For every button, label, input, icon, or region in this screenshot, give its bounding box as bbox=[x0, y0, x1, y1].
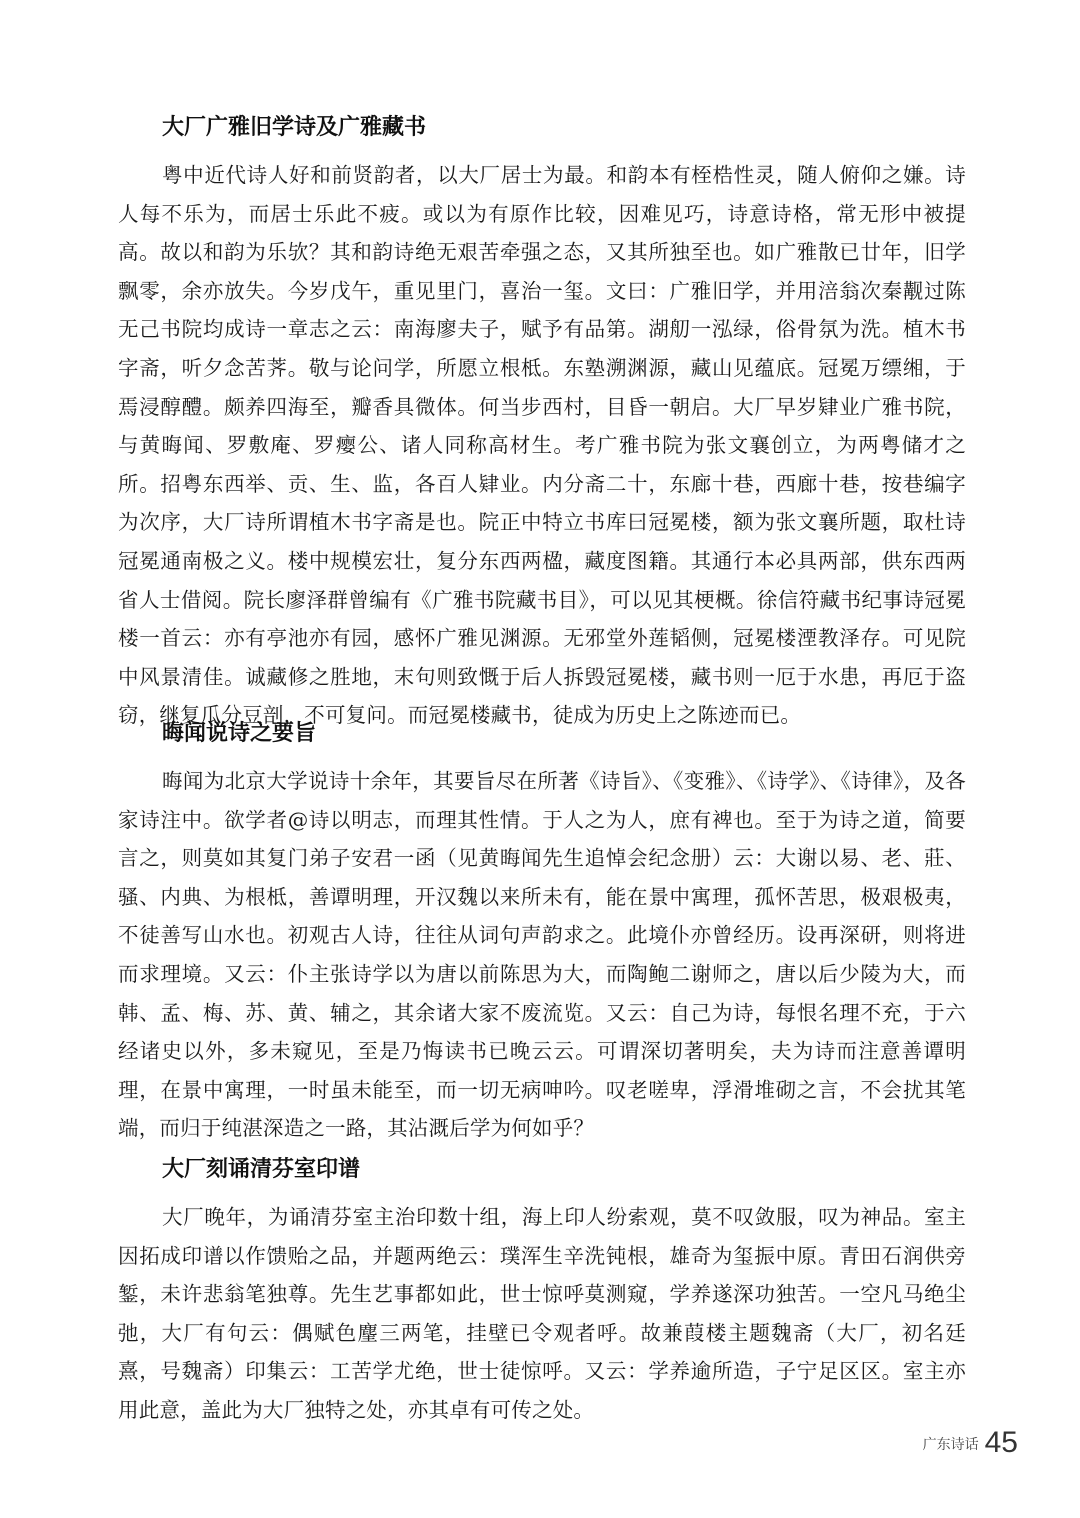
page-number: 45 bbox=[984, 1426, 1018, 1459]
section-title: 晦闻说诗之要旨 bbox=[162, 721, 317, 746]
article-section-2 bbox=[118, 720, 966, 1148]
section-body: 晦闻为北京大学说诗十余年，其要旨尽在所著《诗旨》、《变雅》、《诗学》、《诗律》，及各家诗注中。欲学者@诗以明志，而理其性情。于人之为人，庶有裨也。至于为诗之道，简要言之，则莫如其复门弟子安君一函（见黄晦闻先生追悼会纪念册）云：大谢以易、老、莊、骚、内典、为根柢，善谭明理，开汉魏以来所未有，能在景中寓理，孤怀苦思，极艰极夷，不徒善写山水也。初观古人诗，往往从词句声韵求之。此境仆亦曾经历。设再深研，则将进而求理境。又云：仆主张诗学以为唐以前陈思为大，而陶鲍二谢师之，唐以后少陵为大，而韩、孟、梅、苏、黄、辅之，其余诸大家不废流览。又云：自己为诗，每恨名理不充，于六经诸史以外，多未窥见，至是乃悔读书已晚云云。可谓深切著明矣，夫为诗而注意善谭明理，在景中寓理，一时虽未能至，而一切无病呻吟。叹老嗟卑，浮滑堆砌之言，不会扰其笔端，而归于纯湛深造之一路，其沾溉后学为何如乎？ bbox=[118, 769, 966, 1141]
article-section-3 bbox=[118, 1156, 966, 1430]
section-title: 大厂广雅旧学诗及广雅藏书 bbox=[162, 115, 427, 140]
section-body: 粤中近代诗人好和前贤韵者，以大厂居士为最。和韵本有桎梏性灵，随人俯仰之嫌。诗人每不乐为，而居士乐此不疲。或以为有原作比较，因难见巧，诗意诗格，常无形中被提高。故以和韵为乐欤？其和韵诗绝无艰苦牵强之态，又其所独至也。如广雅散已廿年，旧学飘零，余亦放失。今岁戊午，重见里门，喜治一玺。文曰：广雅旧学，并用涪翁次秦觏过陈无己书院均成诗一章志之云：南海廖夫子，赋予有品第。湖舠一泓绿，俗骨氛为洗。植木书字斋，听夕念苦荠。敬与论问学，所愿立根柢。东塾溯渊源，藏山见蕴底。冠冕万缥缃，于焉浸醇醴。颇养四海至，瓣香具微体。何当步西村，目昏一朝启。大厂早岁肄业广雅书院，与黄晦闻、罗敷庵、罗瘿公、诸人同称高材生。考广雅书院为张文襄创立，为两粤储才之所。招粤东西举、贡、生、监，各百人肄业。内分斋二十，东廊十巷，西廊十巷，按巷编字为次序，大厂诗所谓植木书字斋是也。院正中特立书库曰冠冕楼，额为张文襄所题，取杜诗冠冕通南极之义。楼中规模宏壮，复分东西两楹，藏度图籍。其通行本必具两部，供东西两省人士借阅。院长廖泽群曾编有《广雅书院藏书目》，可以见其梗概。徐信符藏书纪事诗冠冕楼一首云：亦有亭池亦有园，感怀广雅见渊源。无邪堂外莲韬侧，冠冕楼湮教泽存。可见院中风景清佳。诚藏修之胜地，末句则致慨于后人拆毁冠冕楼，藏书则一厄于水患，再厄于盗窃，继复瓜分豆剖，不可复问。而冠冕楼藏书，徒成为历史上之陈迹而已。 bbox=[118, 163, 966, 728]
section-title: 大厂刻诵清芬室印谱 bbox=[162, 1157, 361, 1182]
page-footer bbox=[923, 1428, 1018, 1458]
section-body: 大厂晚年，为诵清芬室主治印数十组，海上印人纷索观，莫不叹敛服，叹为神品。室主因拓成印谱以作馈贻之品，并题两绝云：璞浑生辛洗钝根，雄奇为玺振中原。青田石润供旁錾，未许悲翁笔独尊。先生艺事都如此，世士惊呼莫测窥，学养遂深功独苦。一空凡马绝尘弛，大厂有句云：偶赋色麈三两笔，挂壁已令观者呼。故兼葭楼主题魏斋（大厂，初名廷熹，号魏斋）印集云：工苦学尤绝，世士徒惊呼。又云：学养逾所造，子宁足区区。室主亦用此意，盖此为大厂独特之处，亦其卓有可传之处。 bbox=[118, 1205, 966, 1422]
article-section-1 bbox=[118, 114, 966, 735]
publication-name: 广东诗话 bbox=[922, 1437, 979, 1453]
